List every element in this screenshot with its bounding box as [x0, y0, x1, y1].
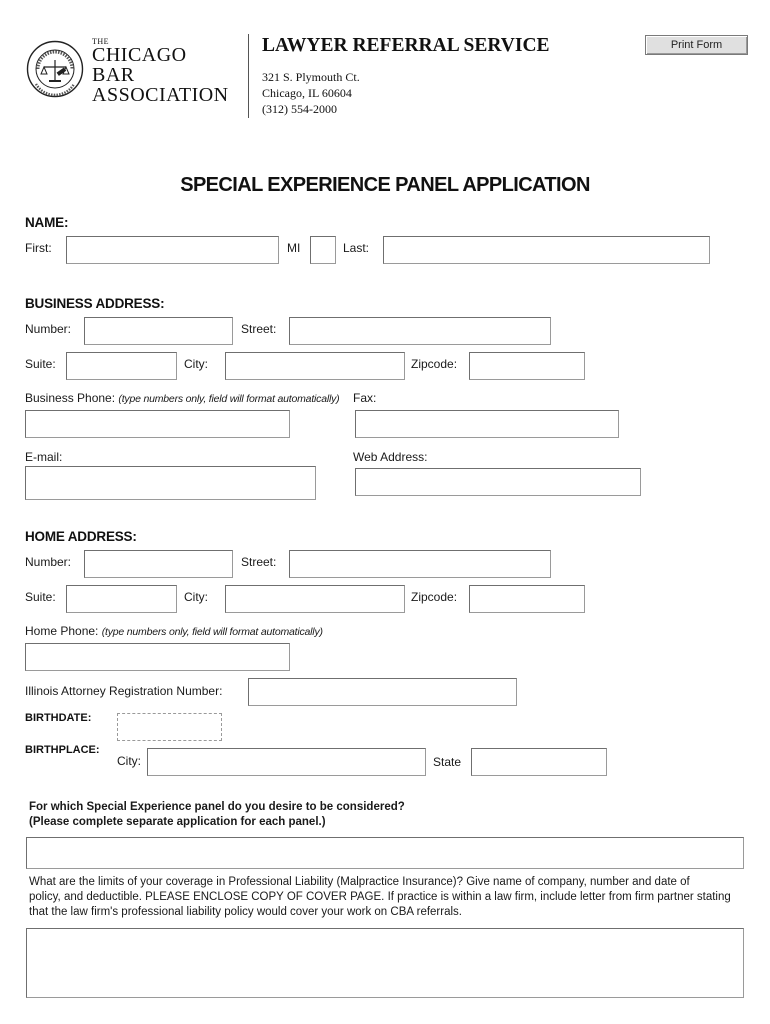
address-phone: (312) 554-2000: [262, 102, 337, 116]
print-form-button[interactable]: Print Form: [645, 35, 748, 55]
business-phone-label: Business Phone: (type numbers only, field will format automatically): [25, 391, 340, 405]
home-suite-label: Suite:: [25, 590, 56, 604]
business-address-heading: BUSINESS ADDRESS:: [25, 296, 165, 311]
mi-label: MI: [287, 241, 301, 255]
first-name-label: First:: [25, 241, 52, 255]
last-name-input[interactable]: [383, 236, 710, 264]
chicago-bar-association-seal: [26, 40, 84, 98]
business-zip-input[interactable]: [469, 352, 585, 380]
panel-question: [29, 800, 405, 830]
liability-question: [29, 875, 731, 920]
last-name-label: Last:: [343, 241, 370, 255]
birthplace-city-label: City:: [117, 754, 141, 768]
logo-association: ASSOCIATION: [92, 84, 229, 106]
web-address-input[interactable]: [355, 468, 641, 496]
first-name-input[interactable]: [66, 236, 279, 264]
fax-label: Fax:: [353, 391, 377, 405]
home-number-label: Number:: [25, 555, 72, 569]
home-number-input[interactable]: [84, 550, 233, 578]
liability-question-line2: policy, and deductible. PLEASE ENCLOSE COPY OF COVER PAGE. If practice is within a law firm, include letter from firm partner stating: [29, 891, 731, 903]
home-phone-label: Home Phone: (type numbers only, field will format automatically): [25, 624, 323, 638]
birthplace-city-input[interactable]: [147, 748, 426, 776]
business-street-input[interactable]: [289, 317, 551, 345]
logo-chicago: CHICAGO: [92, 44, 187, 66]
address-city: Chicago, IL 60604: [262, 86, 352, 100]
birthdate-label: BIRTHDATE:: [25, 712, 92, 724]
header-divider: [248, 34, 249, 118]
home-phone-input[interactable]: [25, 643, 290, 671]
home-city-input[interactable]: [225, 585, 405, 613]
liability-question-line1: What are the limits of your coverage in Professional Liability (Malpractice Insurance)? Give name of company, number and date of: [29, 876, 690, 888]
home-suite-input[interactable]: [66, 585, 177, 613]
home-zip-input[interactable]: [469, 585, 585, 613]
business-number-label: Number:: [25, 322, 72, 336]
liability-question-line3: that the law firm's professional liability policy would cover your work on CBA referrals.: [29, 906, 462, 918]
business-number-input[interactable]: [84, 317, 233, 345]
home-street-input[interactable]: [289, 550, 551, 578]
web-address-label: Web Address:: [353, 450, 428, 464]
name-heading: NAME:: [25, 215, 69, 230]
registration-number-label: Illinois Attorney Registration Number:: [25, 684, 223, 698]
birthplace-state-input[interactable]: [471, 748, 607, 776]
panel-choice-input[interactable]: [26, 837, 744, 869]
birthplace-state-label: State: [433, 755, 462, 769]
business-street-label: Street:: [241, 322, 277, 336]
home-zip-label: Zipcode:: [411, 590, 458, 604]
business-suite-label: Suite:: [25, 357, 56, 371]
logo-the: THE: [92, 37, 110, 46]
business-suite-input[interactable]: [66, 352, 177, 380]
liability-coverage-textarea[interactable]: [26, 928, 744, 998]
service-title: LAWYER REFERRAL SERVICE: [262, 35, 550, 56]
business-phone-input[interactable]: [25, 410, 290, 438]
birthplace-label: BIRTHPLACE:: [25, 744, 100, 756]
business-phone-note: (type numbers only, field will format automatically): [118, 393, 340, 405]
home-address-heading: HOME ADDRESS:: [25, 529, 137, 544]
panel-question-line2: (Please complete separate application for each panel.): [29, 816, 326, 828]
birthdate-input[interactable]: [117, 713, 222, 741]
middle-initial-input[interactable]: [310, 236, 336, 264]
registration-number-input[interactable]: [248, 678, 517, 706]
address-street: 321 S. Plymouth Ct.: [262, 70, 360, 84]
home-street-label: Street:: [241, 555, 277, 569]
email-input[interactable]: [25, 466, 316, 500]
business-city-input[interactable]: [225, 352, 405, 380]
fax-input[interactable]: [355, 410, 619, 438]
email-label: E-mail:: [25, 450, 63, 464]
logo-bar: BAR: [92, 64, 135, 86]
business-zip-label: Zipcode:: [411, 357, 458, 371]
form-title: SPECIAL EXPERIENCE PANEL APPLICATION: [180, 174, 590, 196]
business-city-label: City:: [184, 357, 208, 371]
home-city-label: City:: [184, 590, 208, 604]
panel-question-line1: For which Special Experience panel do you desire to be considered?: [29, 801, 405, 813]
home-phone-note: (type numbers only, field will format automatically): [101, 626, 323, 638]
